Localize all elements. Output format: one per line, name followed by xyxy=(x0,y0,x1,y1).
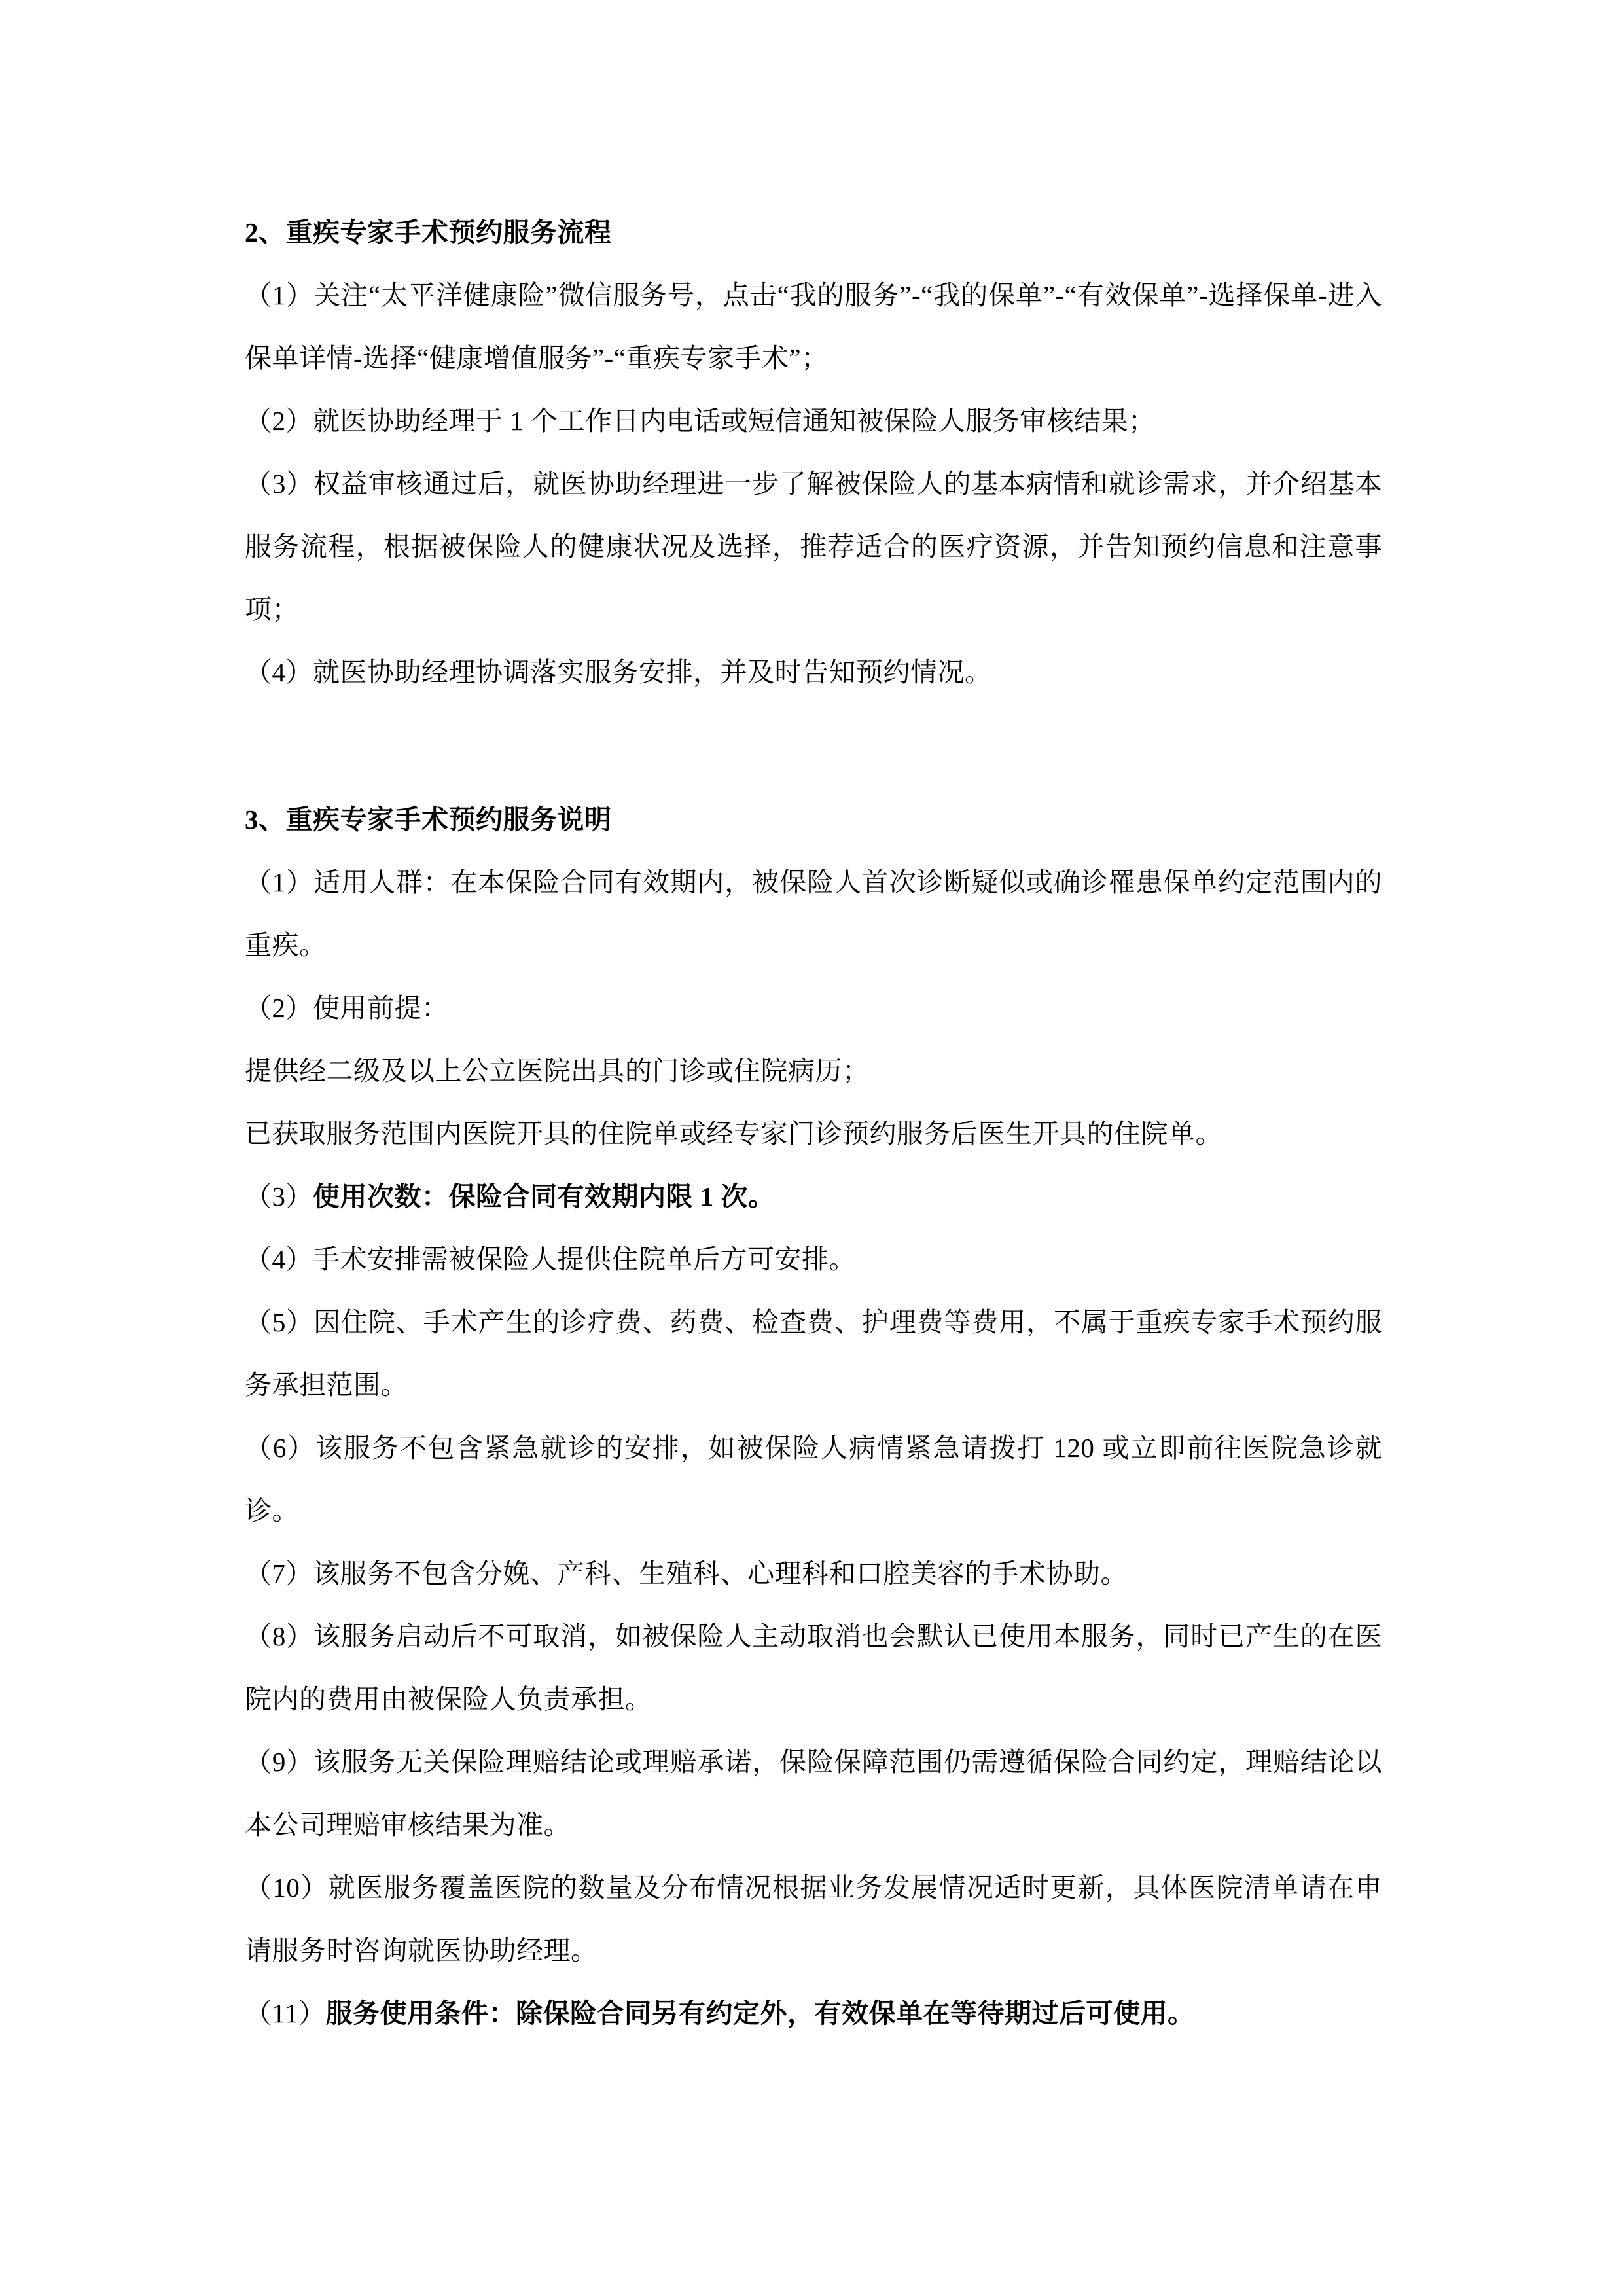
paragraph xyxy=(245,1542,1382,1605)
text-run: （2）使用前提： xyxy=(245,993,449,1023)
document-content xyxy=(245,201,1382,2045)
text-run: （2）就医协助经理于 1 个工作日内电话或短信通知被保险人服务审核结果； xyxy=(245,406,1156,436)
paragraph xyxy=(245,1856,1382,1982)
paragraph xyxy=(245,1416,1382,1542)
text-run: （11） xyxy=(245,1998,326,2028)
paragraph xyxy=(245,1982,1382,2045)
bold-text-run: 使用次数：保险合同有效期内限 1 次。 xyxy=(313,1181,776,1211)
text-run: （1）适用人群：在本保险合同有效期内，被保险人首次诊断疑似或确诊罹患保单约定范围内的重疾。 xyxy=(245,867,1382,960)
paragraph xyxy=(245,1039,1382,1102)
paragraph xyxy=(245,851,1382,977)
paragraph xyxy=(245,264,1382,389)
bold-text-run: 服务使用条件：除保险合同另有约定外，有效保单在等待期过后可使用。 xyxy=(325,1998,1195,2028)
text-run: （7）该服务不包含分娩、产科、生殖科、心理科和口腔美容的手术协助。 xyxy=(245,1558,1128,1588)
text-run: （3） xyxy=(245,1181,313,1211)
paragraph xyxy=(245,1731,1382,1856)
text-run: 提供经二级及以上公立医院出具的门诊或住院病历； xyxy=(245,1056,870,1086)
paragraph xyxy=(245,1102,1382,1165)
text-run: （4）就医协助经理协调落实服务安排，并及时告知预约情况。 xyxy=(245,657,992,687)
paragraph xyxy=(245,977,1382,1039)
paragraph xyxy=(245,1165,1382,1228)
paragraph xyxy=(245,452,1382,641)
text-run: （5）因住院、手术产生的诊疗费、药费、检查费、护理费等费用，不属于重疾专家手术预约服务承担范围。 xyxy=(245,1307,1382,1400)
text-run: （4）手术安排需被保险人提供住院单后方可安排。 xyxy=(245,1244,856,1274)
section-spacer xyxy=(245,704,1382,788)
paragraph xyxy=(245,1228,1382,1291)
paragraph xyxy=(245,1605,1382,1731)
text-run: （8）该服务启动后不可取消，如被保险人主动取消也会默认已使用本服务，同时已产生的在医院内的费用由被保险人负责承担。 xyxy=(245,1621,1382,1714)
text-run: （6）该服务不包含紧急就诊的安排，如被保险人病情紧急请拨打 120 或立即前往医院急诊就诊。 xyxy=(245,1433,1382,1526)
text-run: （1）关注“太平洋健康险”微信服务号，点击“我的服务”-“我的保单”-“有效保单”-选择保单-进入保单详情-选择“健康增值服务”-“重疾专家手术”； xyxy=(245,280,1382,373)
section-heading: 2、重疾专家手术预约服务流程 xyxy=(245,217,612,247)
text-run: （9）该服务无关保险理赔结论或理赔承诺，保险保障范围仍需遵循保险合同约定，理赔结论以本公司理赔审核结果为准。 xyxy=(245,1747,1382,1840)
section-heading: 3、重疾专家手术预约服务说明 xyxy=(245,804,612,834)
paragraph xyxy=(245,641,1382,704)
paragraph xyxy=(245,1291,1382,1416)
text-run: 已获取服务范围内医院开具的住院单或经专家门诊预约服务后医生开具的住院单。 xyxy=(245,1119,1222,1149)
paragraph xyxy=(245,389,1382,452)
text-run: （3）权益审核通过后，就医协助经理进一步了解被保险人的基本病情和就诊需求，并介绍基本服务流程，根据被保险人的健康状况及选择，推荐适合的医疗资源，并告知预约信息和注意事项； xyxy=(245,469,1382,624)
text-run: （10）就医服务覆盖医院的数量及分布情况根据业务发展情况适时更新，具体医院清单请在申请服务时咨询就医协助经理。 xyxy=(245,1873,1382,1965)
